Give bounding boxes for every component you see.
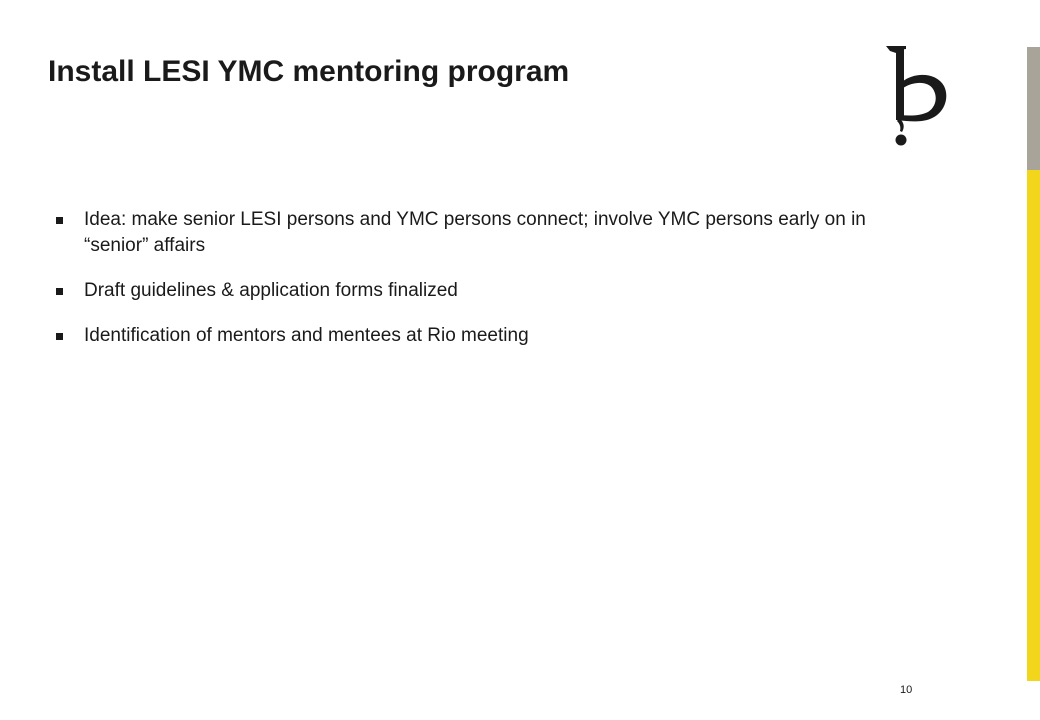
accent-bar-gray xyxy=(1027,47,1040,170)
stylized-b-logo-icon xyxy=(878,42,958,150)
list-item xyxy=(56,323,876,349)
list-item xyxy=(56,207,876,259)
bullet-text: Identification of mentors and mentees at Rio meeting xyxy=(84,325,529,346)
square-bullet-icon xyxy=(56,333,63,340)
square-bullet-icon xyxy=(56,217,63,224)
page-number: 10 xyxy=(900,684,913,696)
bullet-text: Idea: make senior LESI persons and YMC persons connect; involve YMC persons early on in “senior” affairs xyxy=(84,209,866,256)
square-bullet-icon xyxy=(56,288,63,295)
list-item xyxy=(56,278,876,304)
slide-title: Install LESI YMC mentoring program xyxy=(48,55,570,88)
bullet-text: Draft guidelines & application forms finalized xyxy=(84,280,458,301)
accent-bar-yellow xyxy=(1027,170,1040,681)
bullet-list xyxy=(56,207,876,368)
